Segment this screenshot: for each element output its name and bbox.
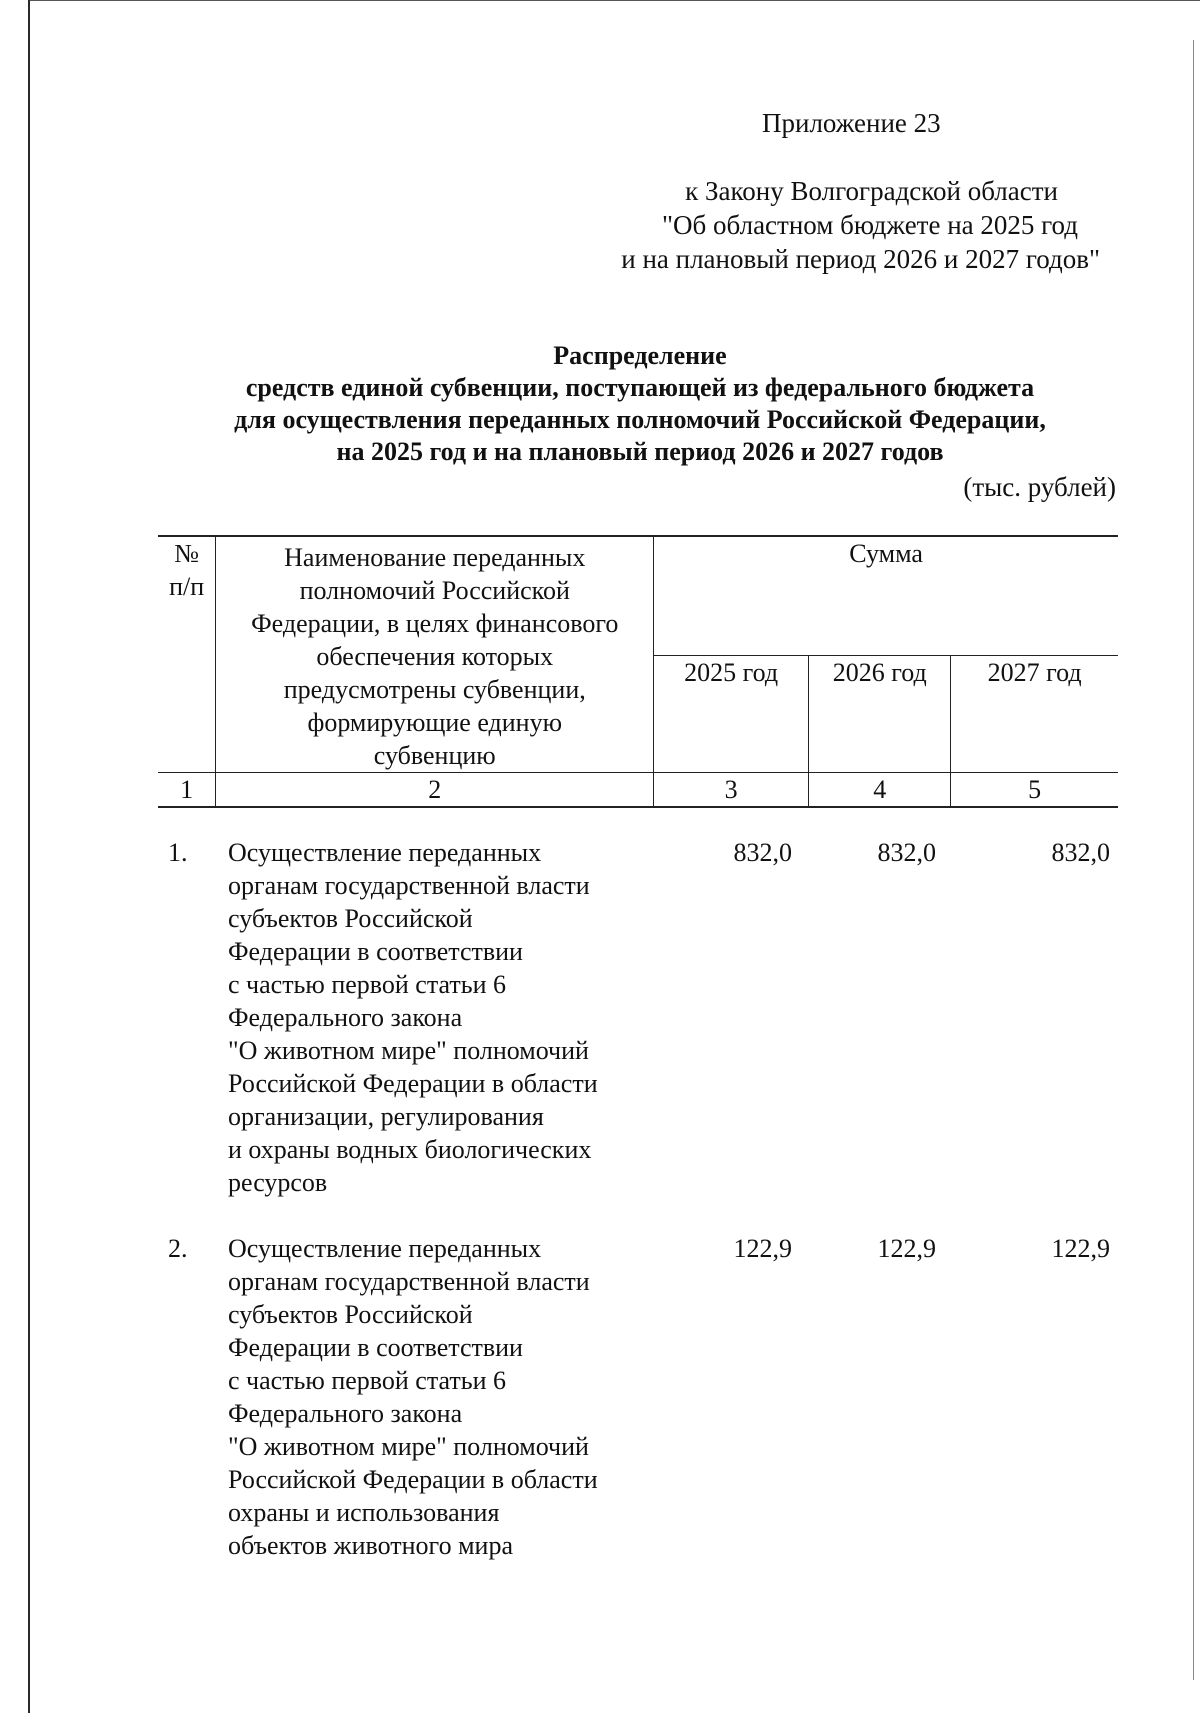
column-number: 1 [158,773,216,808]
row-name-line: Федерального закона [228,1399,463,1428]
row-name-line: Российской Федерации в области [228,1465,598,1494]
header-name-line: Наименование переданных [284,543,586,572]
row-name-line: Российской Федерации в области [228,1069,598,1098]
header-num-line: п/п [169,572,205,601]
units-label: (тыс. рублей) [963,472,1116,502]
header-year-2026: 2026 год [809,655,951,772]
row-name-line: Федерации в соответствии [228,1333,523,1362]
row-name-line: организации, регулирования [228,1102,544,1131]
header-name-line: субвенцию [373,741,496,770]
row-name-line: и охраны водных биологических [228,1135,592,1164]
row-number: 2. [168,1234,188,1263]
row-name-line: Федерации в соответствии [228,937,523,966]
row-name-line: субъектов Российской [228,1300,473,1329]
row-name-line: охраны и использования [228,1498,500,1527]
column-number: 3 [654,773,809,808]
row-name-line: с частью первой статьи 6 [228,970,507,999]
header-name-line: формирующие единую [307,708,563,737]
header-year-2027: 2027 год [951,655,1118,772]
value-2025: 122,9 [733,1234,792,1263]
scan-border-top [28,0,1200,1]
law-reference-line: и на плановый период 2026 и 2027 годов" [621,244,1100,274]
column-number: 4 [809,773,951,808]
value-2027: 122,9 [1051,1234,1110,1263]
law-reference [560,174,1100,276]
row-name-line: Осуществление переданных [228,1234,542,1263]
row-name-line: "О животном мире" полномочий [228,1432,589,1461]
row-name-line: ресурсов [228,1168,328,1197]
row-name [228,1232,648,1562]
value-2025: 832,0 [733,838,792,867]
row-name-line: органам государственной власти [228,871,590,900]
header-name-line: предусмотрены субвенции, [283,675,586,704]
row-name-line: с частью первой статьи 6 [228,1366,507,1395]
header-name [216,536,654,773]
row-name-line: Осуществление переданных [228,838,542,867]
law-reference-line: к Закону Волгоградской области [685,176,1058,206]
value-2026: 832,0 [877,838,936,867]
header-num [158,536,216,773]
value-2027: 832,0 [1051,838,1110,867]
title-line: для осуществления переданных полномочий Российской Федерации, [234,405,1046,434]
header-name-line: полномочий Российской [299,576,570,605]
law-reference-line: "Об областном бюджете на 2025 год [662,210,1078,240]
header-sum: Сумма [654,536,1118,655]
table-header [158,535,1118,808]
row-name [228,836,648,1199]
row-name-line: "О животном мире" полномочий [228,1036,589,1065]
row-number: 1. [168,838,188,867]
header-year-2025: 2025 год [654,655,809,772]
row-name-line: объектов животного мира [228,1531,513,1560]
row-name-line: органам государственной власти [228,1267,590,1296]
row-name-line: Федерального закона [228,1003,463,1032]
document-title [160,340,1120,468]
header-name-line: обеспечения которых [316,642,554,671]
appendix-label: Приложение 23 [762,108,941,138]
header-num-line: № [174,539,200,568]
scan-border-left [28,0,30,1713]
title-line: на 2025 год и на плановый период 2026 и 2027 годов [336,437,944,466]
column-number: 2 [216,773,654,808]
header-name-line: Федерации, в целях финансового [251,609,619,638]
column-number: 5 [951,773,1118,808]
title-line: средств единой субвенции, поступающей из федерального бюджета [245,373,1035,402]
value-2026: 122,9 [877,1234,936,1263]
row-name-line: субъектов Российской [228,904,473,933]
title-line: Распределение [553,341,727,370]
scan-border-right [1193,40,1194,1680]
